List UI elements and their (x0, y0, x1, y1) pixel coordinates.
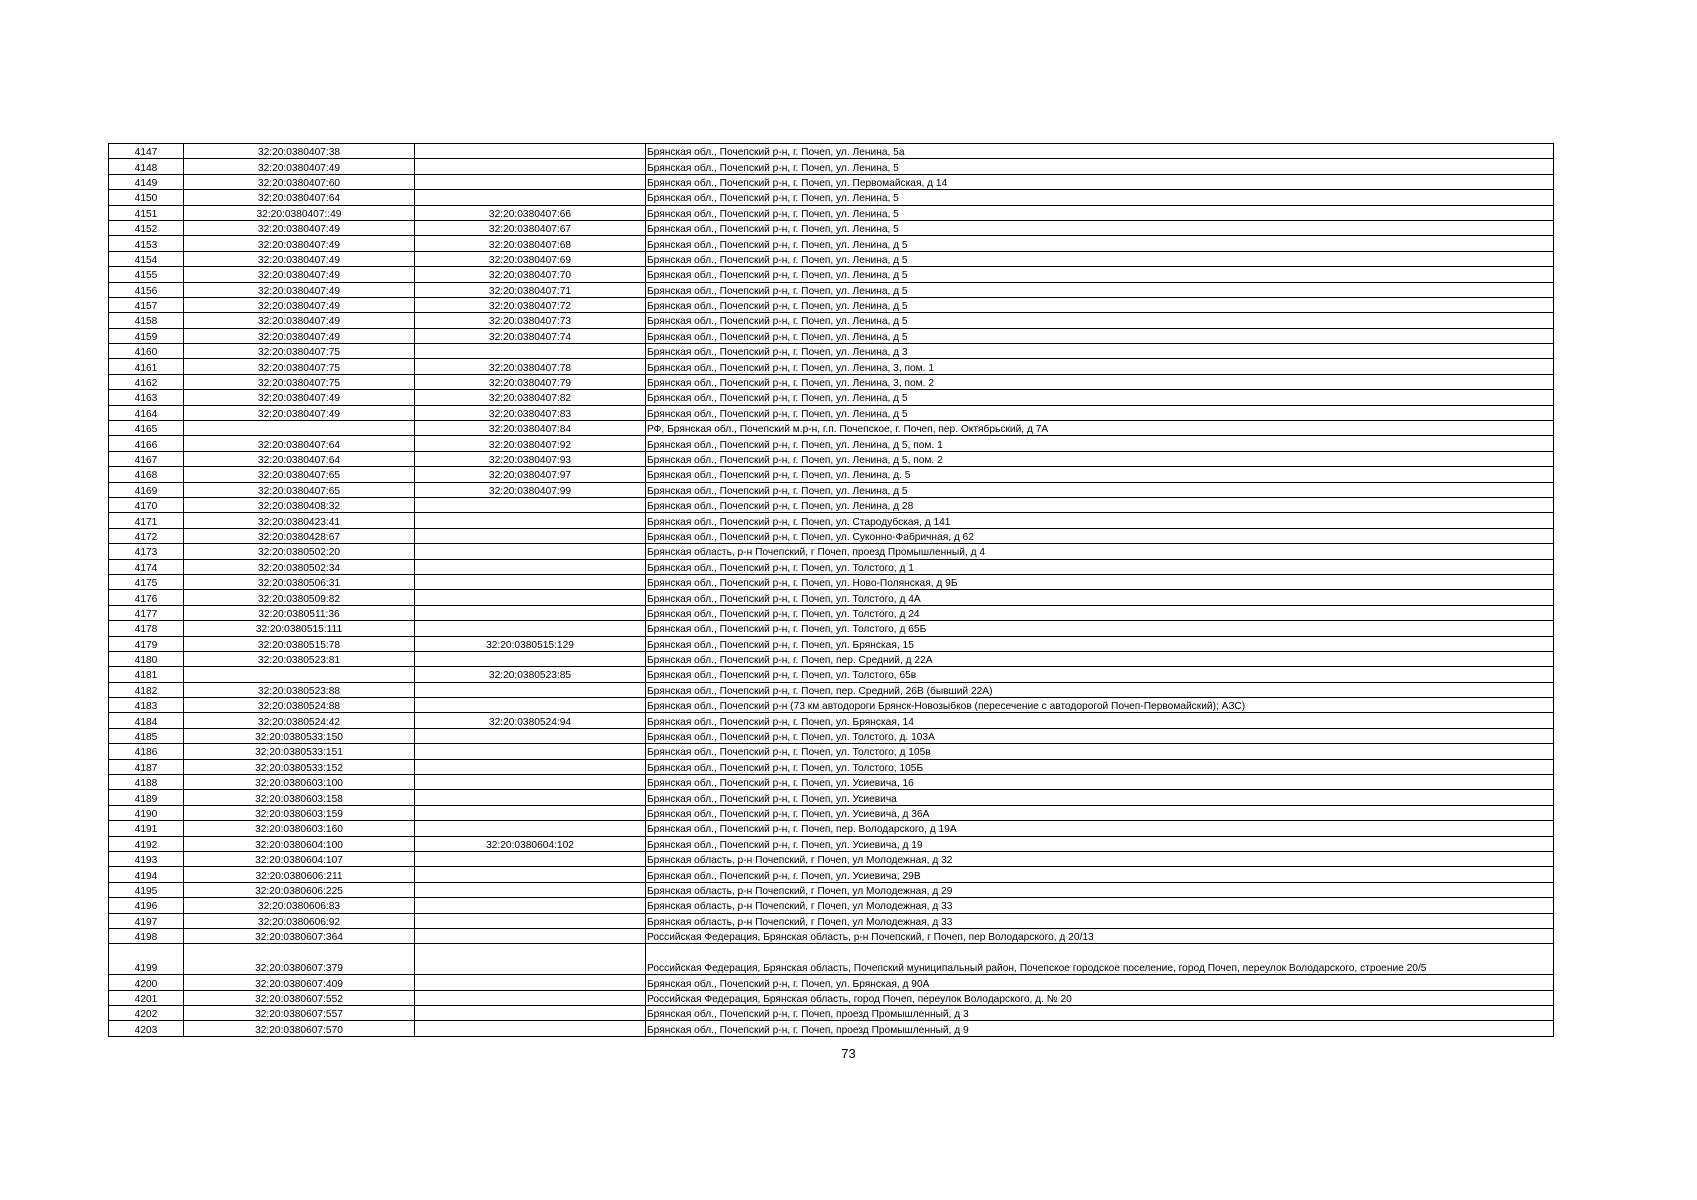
cadastral-number-cell: 32:20:0380502:34 (184, 559, 415, 574)
table-body (109, 144, 1554, 1037)
row-number-cell: 4199 (109, 944, 184, 975)
table-row (109, 451, 1554, 466)
table-row (109, 805, 1554, 820)
table-row (109, 682, 1554, 697)
address-cell: Брянская обл., Почепский р-н, г. Почеп, ул. Ленина, д 5 (646, 482, 1554, 497)
table-row (109, 236, 1554, 251)
table-row (109, 1006, 1554, 1021)
related-cadastral-number-cell: 32:20:0380407:70 (415, 267, 646, 282)
related-cadastral-number-cell (415, 975, 646, 990)
table-row (109, 328, 1554, 343)
cadastral-number-cell: 32:20:0380523:81 (184, 651, 415, 666)
row-number-cell: 4157 (109, 297, 184, 312)
address-cell: Брянская обл., Почепский р-н, г. Почеп, ул. Усиевича, д 19 (646, 836, 1554, 851)
address-cell: Брянская обл., Почепский р-н, г. Почеп, ул. Толстого, д 24 (646, 605, 1554, 620)
cadastral-number-cell: 32:20:0380407:38 (184, 144, 415, 159)
address-cell: Брянская обл., Почепский р-н, г. Почеп, ул. Ленина, д 5, пом. 2 (646, 451, 1554, 466)
cadastral-number-cell: 32:20:0380407:49 (184, 297, 415, 312)
cadastral-number-cell: 32:20:0380533:150 (184, 728, 415, 743)
cadastral-number-cell: 32:20:0380607:557 (184, 1006, 415, 1021)
cadastral-number-cell: 32:20:0380511:36 (184, 605, 415, 620)
table-row (109, 359, 1554, 374)
related-cadastral-number-cell (415, 559, 646, 574)
address-cell: Брянская обл., Почепский р-н, г. Почеп, ул. Ленина, д 3 (646, 344, 1554, 359)
address-cell: Российская Федерация, Брянская область, р-н Почепский, г Почеп, пер Володарского, д 20/13 (646, 928, 1554, 943)
table-row (109, 513, 1554, 528)
table-row (109, 898, 1554, 913)
table-row (109, 867, 1554, 882)
table-row (109, 621, 1554, 636)
row-number-cell: 4156 (109, 282, 184, 297)
table-row (109, 836, 1554, 851)
address-cell: Брянская обл., Почепский р-н, г. Почеп, пер. Средний, 26В (бывший 22А) (646, 682, 1554, 697)
row-number-cell: 4171 (109, 513, 184, 528)
related-cadastral-number-cell (415, 190, 646, 205)
related-cadastral-number-cell: 32:20:0380407:99 (415, 482, 646, 497)
address-cell: Брянская обл., Почепский р-н, г. Почеп, ул. Толстого, 105Б (646, 759, 1554, 774)
cadastral-number-cell: 32:20:0380407:49 (184, 159, 415, 174)
row-number-cell: 4178 (109, 621, 184, 636)
row-number-cell: 4180 (109, 651, 184, 666)
row-number-cell: 4182 (109, 682, 184, 697)
address-cell: Брянская обл., Почепский р-н, г. Почеп, ул. Ленина, д 5 (646, 282, 1554, 297)
table-row (109, 913, 1554, 928)
row-number-cell: 4193 (109, 851, 184, 866)
cadastral-number-cell: 32:20:0380523:88 (184, 682, 415, 697)
cadastral-number-cell: 32:20:0380407:49 (184, 282, 415, 297)
table-row (109, 421, 1554, 436)
row-number-cell: 4148 (109, 159, 184, 174)
cadastral-number-cell: 32:20:0380604:107 (184, 851, 415, 866)
address-cell: Брянская обл., Почепский р-н, г. Почеп, ул. Толстого, д 1 (646, 559, 1554, 574)
related-cadastral-number-cell (415, 913, 646, 928)
row-number-cell: 4158 (109, 313, 184, 328)
table-row (109, 636, 1554, 651)
row-number-cell: 4200 (109, 975, 184, 990)
page-number: 73 (841, 1046, 856, 1061)
row-number-cell: 4168 (109, 467, 184, 482)
cadastral-number-cell: 32:20:0380407:49 (184, 236, 415, 251)
cadastral-number-cell: 32:20:0380407:60 (184, 174, 415, 189)
table-row (109, 944, 1554, 975)
cadastral-number-cell: 32:20:0380408:32 (184, 497, 415, 512)
table-row (109, 713, 1554, 728)
address-cell: Брянская область, р-н Почепский, г Почеп, проезд Промышленный, д 4 (646, 544, 1554, 559)
related-cadastral-number-cell: 32:20:0380407:78 (415, 359, 646, 374)
related-cadastral-number-cell (415, 698, 646, 713)
address-cell: Брянская обл., Почепский р-н, г. Почеп, ул. Стародубская, д 141 (646, 513, 1554, 528)
cadastral-number-cell: 32:20:0380407:49 (184, 251, 415, 266)
row-number-cell: 4172 (109, 528, 184, 543)
row-number-cell: 4173 (109, 544, 184, 559)
related-cadastral-number-cell: 32:20:0380523:85 (415, 667, 646, 682)
row-number-cell: 4190 (109, 805, 184, 820)
table-row (109, 559, 1554, 574)
row-number-cell: 4195 (109, 882, 184, 897)
table-row (109, 436, 1554, 451)
cadastral-number-cell: 32:20:0380524:88 (184, 698, 415, 713)
cadastral-number-cell: 32:20:0380607:552 (184, 990, 415, 1005)
related-cadastral-number-cell (415, 144, 646, 159)
row-number-cell: 4159 (109, 328, 184, 343)
row-number-cell: 4149 (109, 174, 184, 189)
address-cell: Брянская обл., Почепский р-н, г. Почеп, ул. Толстого, д 105в (646, 744, 1554, 759)
row-number-cell: 4164 (109, 405, 184, 420)
address-cell: Брянская обл., Почепский р-н, г. Почеп, ул. Брянская, 14 (646, 713, 1554, 728)
row-number-cell: 4203 (109, 1021, 184, 1036)
related-cadastral-number-cell (415, 928, 646, 943)
related-cadastral-number-cell: 32:20:0380407:72 (415, 297, 646, 312)
row-number-cell: 4152 (109, 220, 184, 235)
related-cadastral-number-cell (415, 344, 646, 359)
related-cadastral-number-cell (415, 775, 646, 790)
table-row (109, 297, 1554, 312)
cadastral-number-cell: 32:20:0380533:151 (184, 744, 415, 759)
table-row (109, 190, 1554, 205)
table-row (109, 144, 1554, 159)
cadastral-number-cell: 32:20:0380407:49 (184, 220, 415, 235)
address-cell: Брянская обл., Почепский р-н, г. Почеп, ул. Усиевича, 29В (646, 867, 1554, 882)
address-cell: Брянская обл., Почепский р-н, г. Почеп, проезд Промышленный, д 9 (646, 1021, 1554, 1036)
table-row (109, 267, 1554, 282)
table-row (109, 744, 1554, 759)
table-row (109, 728, 1554, 743)
address-cell: Брянская обл., Почепский р-н, г. Почеп, ул. Ленина, д 5 (646, 236, 1554, 251)
cadastral-number-cell: 32:20:0380606:83 (184, 898, 415, 913)
row-number-cell: 4196 (109, 898, 184, 913)
address-cell: Брянская обл., Почепский р-н, г. Почеп, ул. Ленина, 5 (646, 159, 1554, 174)
row-number-cell: 4154 (109, 251, 184, 266)
related-cadastral-number-cell (415, 574, 646, 589)
table-row (109, 220, 1554, 235)
address-cell: Брянская область, р-н Почепский, г Почеп, ул Молодежная, д 33 (646, 913, 1554, 928)
cadastral-number-cell: 32:20:0380407:64 (184, 451, 415, 466)
cadastral-number-cell (184, 421, 415, 436)
related-cadastral-number-cell (415, 174, 646, 189)
address-cell: Брянская обл., Почепский р-н, г. Почеп, ул. Ленина, д 28 (646, 497, 1554, 512)
address-cell: Брянская обл., Почепский р-н, г. Почеп, ул. Ленина, д 5 (646, 390, 1554, 405)
address-cell: Брянская обл., Почепский р-н, г. Почеп, ул. Ленина, д 5 (646, 297, 1554, 312)
cadastral-number-cell: 32:20:0380515:78 (184, 636, 415, 651)
table-row (109, 928, 1554, 943)
cadastral-number-cell: 32:20:0380606:92 (184, 913, 415, 928)
address-cell: Брянская обл., Почепский р-н, г. Почеп, ул. Толстого, д 65Б (646, 621, 1554, 636)
address-cell: РФ, Брянская обл., Почепский м.р-н, г.п. Почепское, г. Почеп, пер. Октябрьский, д 7А (646, 421, 1554, 436)
address-cell: Брянская обл., Почепский р-н, г. Почеп, ул. Толстого, д. 103А (646, 728, 1554, 743)
address-cell: Брянская обл., Почепский р-н, г. Почеп, ул. Ленина, 5 (646, 190, 1554, 205)
row-number-cell: 4174 (109, 559, 184, 574)
cadastral-number-cell: 32:20:0380607:570 (184, 1021, 415, 1036)
cadastral-number-cell: 32:20:0380407:65 (184, 467, 415, 482)
cadastral-number-cell: 32:20:0380607:364 (184, 928, 415, 943)
cadastral-number-cell: 32:20:0380407:49 (184, 328, 415, 343)
address-cell: Брянская обл., Почепский р-н, г. Почеп, ул. Ленина, 5 (646, 205, 1554, 220)
table-row (109, 282, 1554, 297)
row-number-cell: 4192 (109, 836, 184, 851)
row-number-cell: 4181 (109, 667, 184, 682)
related-cadastral-number-cell: 32:20:0380407:97 (415, 467, 646, 482)
address-cell: Брянская обл., Почепский р-н, г. Почеп, ул. Ленина, 3, пом. 1 (646, 359, 1554, 374)
row-number-cell: 4198 (109, 928, 184, 943)
cadastral-number-cell: 32:20:0380407::49 (184, 205, 415, 220)
row-number-cell: 4197 (109, 913, 184, 928)
related-cadastral-number-cell: 32:20:0380524:94 (415, 713, 646, 728)
related-cadastral-number-cell (415, 898, 646, 913)
cadastral-number-cell: 32:20:0380533:152 (184, 759, 415, 774)
related-cadastral-number-cell (415, 513, 646, 528)
cadastral-number-cell: 32:20:0380606:211 (184, 867, 415, 882)
table-row (109, 1021, 1554, 1036)
table-row (109, 390, 1554, 405)
related-cadastral-number-cell (415, 882, 646, 897)
row-number-cell: 4185 (109, 728, 184, 743)
address-cell: Брянская обл., Почепский р-н, г. Почеп, ул. Суконно-Фабричная, д 62 (646, 528, 1554, 543)
related-cadastral-number-cell (415, 867, 646, 882)
related-cadastral-number-cell (415, 944, 646, 975)
address-cell: Брянская обл., Почепский р-н, г. Почеп, ул. Ново-Полянская, д 9Б (646, 574, 1554, 589)
table-row (109, 821, 1554, 836)
address-cell: Брянская обл., Почепский р-н, г. Почеп, ул. Усиевича, 16 (646, 775, 1554, 790)
row-number-cell: 4151 (109, 205, 184, 220)
address-cell: Брянская область, р-н Почепский, г Почеп, ул Молодежная, д 33 (646, 898, 1554, 913)
row-number-cell: 4194 (109, 867, 184, 882)
table-row (109, 990, 1554, 1005)
related-cadastral-number-cell: 32:20:0380407:93 (415, 451, 646, 466)
table-row (109, 205, 1554, 220)
cadastral-number-cell: 32:20:0380606:225 (184, 882, 415, 897)
table-row (109, 605, 1554, 620)
table-row (109, 497, 1554, 512)
related-cadastral-number-cell (415, 651, 646, 666)
table-row (109, 313, 1554, 328)
row-number-cell: 4165 (109, 421, 184, 436)
row-number-cell: 4167 (109, 451, 184, 466)
cadastral-number-cell: 32:20:0380603:158 (184, 790, 415, 805)
cadastral-number-cell: 32:20:0380407:49 (184, 405, 415, 420)
address-cell: Брянская обл., Почепский р-н, г. Почеп, ул. Брянская, 15 (646, 636, 1554, 651)
table-row (109, 251, 1554, 266)
table-row (109, 174, 1554, 189)
row-number-cell: 4176 (109, 590, 184, 605)
address-cell: Брянская обл., Почепский р-н, г. Почеп, ул. Толстого, 65в (646, 667, 1554, 682)
table-row (109, 851, 1554, 866)
cadastral-number-cell: 32:20:0380407:49 (184, 390, 415, 405)
row-number-cell: 4162 (109, 374, 184, 389)
row-number-cell: 4189 (109, 790, 184, 805)
address-cell: Брянская обл., Почепский р-н, г. Почеп, ул. Усиевича, д 36А (646, 805, 1554, 820)
row-number-cell: 4155 (109, 267, 184, 282)
cadastral-number-cell: 32:20:0380524:42 (184, 713, 415, 728)
related-cadastral-number-cell: 32:20:0380407:68 (415, 236, 646, 251)
table-row (109, 975, 1554, 990)
address-cell: Брянская область, р-н Почепский, г Почеп, ул Молодежная, д 32 (646, 851, 1554, 866)
address-cell: Брянская обл., Почепский р-н, г. Почеп, ул. Ленина, д 5, пом. 1 (646, 436, 1554, 451)
row-number-cell: 4179 (109, 636, 184, 651)
related-cadastral-number-cell (415, 805, 646, 820)
row-number-cell: 4184 (109, 713, 184, 728)
related-cadastral-number-cell: 32:20:0380407:73 (415, 313, 646, 328)
cadastral-number-cell: 32:20:0380509:82 (184, 590, 415, 605)
cadastral-number-cell: 32:20:0380407:65 (184, 482, 415, 497)
address-cell: Брянская обл., Почепский р-н, г. Почеп, ул. Толстого, д 4А (646, 590, 1554, 605)
cadastral-number-cell: 32:20:0380407:49 (184, 267, 415, 282)
address-cell: Брянская обл., Почепский р-н, г. Почеп, ул. Ленина, д 5 (646, 328, 1554, 343)
related-cadastral-number-cell: 32:20:0380407:71 (415, 282, 646, 297)
cadastral-number-cell: 32:20:0380407:75 (184, 374, 415, 389)
row-number-cell: 4166 (109, 436, 184, 451)
address-cell: Брянская обл., Почепский р-н, г. Почеп, ул. Ленина, д. 5 (646, 467, 1554, 482)
row-number-cell: 4191 (109, 821, 184, 836)
row-number-cell: 4147 (109, 144, 184, 159)
cadastral-number-cell: 32:20:0380607:409 (184, 975, 415, 990)
cadastral-number-cell: 32:20:0380428:67 (184, 528, 415, 543)
address-cell: Брянская обл., Почепский р-н, г. Почеп, ул. Ленина, д 5 (646, 251, 1554, 266)
cadastral-number-cell: 32:20:0380607:379 (184, 944, 415, 975)
cadastral-number-cell: 32:20:0380603:160 (184, 821, 415, 836)
address-cell: Брянская обл., Почепский р-н, г. Почеп, ул. Ленина, 3, пом. 2 (646, 374, 1554, 389)
property-table (108, 143, 1554, 1037)
related-cadastral-number-cell: 32:20:0380515:129 (415, 636, 646, 651)
address-cell: Брянская обл., Почепский р-н, г. Почеп, проезд Промышленный, д 3 (646, 1006, 1554, 1021)
row-number-cell: 4170 (109, 497, 184, 512)
related-cadastral-number-cell (415, 990, 646, 1005)
related-cadastral-number-cell (415, 1006, 646, 1021)
related-cadastral-number-cell: 32:20:0380407:79 (415, 374, 646, 389)
cadastral-number-cell: 32:20:0380407:64 (184, 436, 415, 451)
table-row (109, 159, 1554, 174)
row-number-cell: 4150 (109, 190, 184, 205)
table-row (109, 759, 1554, 774)
table-row (109, 651, 1554, 666)
related-cadastral-number-cell (415, 544, 646, 559)
address-cell: Брянская обл., Почепский р-н, г. Почеп, ул. Усиевича (646, 790, 1554, 805)
address-cell: Брянская область, р-н Почепский, г Почеп, ул Молодежная, д 29 (646, 882, 1554, 897)
cadastral-number-cell: 32:20:0380407:75 (184, 359, 415, 374)
address-cell: Брянская обл., Почепский р-н, г. Почеп, ул. Ленина, д 5 (646, 405, 1554, 420)
related-cadastral-number-cell: 32:20:0380407:74 (415, 328, 646, 343)
related-cadastral-number-cell (415, 851, 646, 866)
row-number-cell: 4153 (109, 236, 184, 251)
related-cadastral-number-cell (415, 682, 646, 697)
related-cadastral-number-cell (415, 1021, 646, 1036)
cadastral-number-cell: 32:20:0380506:31 (184, 574, 415, 589)
related-cadastral-number-cell: 32:20:0380604:102 (415, 836, 646, 851)
related-cadastral-number-cell (415, 528, 646, 543)
row-number-cell: 4175 (109, 574, 184, 589)
address-cell: Брянская обл., Почепский р-н, г. Почеп, ул. Ленина, 5 (646, 220, 1554, 235)
address-cell: Брянская обл., Почепский р-н, г. Почеп, ул. Ленина, д 5 (646, 313, 1554, 328)
row-number-cell: 4163 (109, 390, 184, 405)
cadastral-number-cell: 32:20:0380515:111 (184, 621, 415, 636)
related-cadastral-number-cell: 32:20:0380407:69 (415, 251, 646, 266)
table-row (109, 574, 1554, 589)
address-cell: Брянская обл., Почепский р-н, г. Почеп, ул. Ленина, д 5 (646, 267, 1554, 282)
address-cell: Брянская обл., Почепский р-н, г. Почеп, пер. Володарского, д 19А (646, 821, 1554, 836)
table-row (109, 528, 1554, 543)
row-number-cell: 4187 (109, 759, 184, 774)
address-cell: Российская Федерация, Брянская область, город Почеп, переулок Володарского, д. № 20 (646, 990, 1554, 1005)
cadastral-number-cell (184, 667, 415, 682)
cadastral-number-cell: 32:20:0380407:49 (184, 313, 415, 328)
row-number-cell: 4202 (109, 1006, 184, 1021)
related-cadastral-number-cell (415, 605, 646, 620)
cadastral-number-cell: 32:20:0380423:41 (184, 513, 415, 528)
address-cell: Брянская обл., Почепский р-н, г. Почеп, ул. Брянская, д 90А (646, 975, 1554, 990)
related-cadastral-number-cell (415, 590, 646, 605)
related-cadastral-number-cell (415, 790, 646, 805)
row-number-cell: 4169 (109, 482, 184, 497)
related-cadastral-number-cell (415, 728, 646, 743)
address-cell: Брянская обл., Почепский р-н, г. Почеп, ул. Первомайская, д 14 (646, 174, 1554, 189)
related-cadastral-number-cell: 32:20:0380407:66 (415, 205, 646, 220)
row-number-cell: 4160 (109, 344, 184, 359)
related-cadastral-number-cell (415, 497, 646, 512)
related-cadastral-number-cell (415, 744, 646, 759)
table-row (109, 482, 1554, 497)
table-row (109, 544, 1554, 559)
cadastral-number-cell: 32:20:0380604:100 (184, 836, 415, 851)
cadastral-number-cell: 32:20:0380603:159 (184, 805, 415, 820)
address-cell: Российская Федерация, Брянская область, Почепский муниципальный район, Почепское городское поселение, город Почеп, переулок Володарского, строение 20/5 (646, 944, 1554, 975)
row-number-cell: 4188 (109, 775, 184, 790)
table-row (109, 790, 1554, 805)
related-cadastral-number-cell (415, 759, 646, 774)
table-row (109, 590, 1554, 605)
table-row (109, 775, 1554, 790)
related-cadastral-number-cell: 32:20:0380407:67 (415, 220, 646, 235)
address-cell: Брянская обл., Почепский р-н, г. Почеп, ул. Ленина, 5а (646, 144, 1554, 159)
related-cadastral-number-cell: 32:20:0380407:82 (415, 390, 646, 405)
row-number-cell: 4161 (109, 359, 184, 374)
table-row (109, 667, 1554, 682)
cadastral-number-cell: 32:20:0380407:64 (184, 190, 415, 205)
cadastral-number-cell: 32:20:0380603:100 (184, 775, 415, 790)
table-row (109, 405, 1554, 420)
cadastral-number-cell: 32:20:0380502:20 (184, 544, 415, 559)
cadastral-number-cell: 32:20:0380407:75 (184, 344, 415, 359)
related-cadastral-number-cell: 32:20:0380407:83 (415, 405, 646, 420)
address-cell: Брянская обл., Почепский р-н (73 км автодороги Брянск-Новозыбков (пересечение с автодорогой Почеп-Первомайский); АЗС) (646, 698, 1554, 713)
related-cadastral-number-cell (415, 159, 646, 174)
address-cell: Брянская обл., Почепский р-н, г. Почеп, пер. Средний, д 22А (646, 651, 1554, 666)
table-row (109, 344, 1554, 359)
related-cadastral-number-cell: 32:20:0380407:84 (415, 421, 646, 436)
table-row (109, 882, 1554, 897)
related-cadastral-number-cell (415, 821, 646, 836)
table-row (109, 374, 1554, 389)
related-cadastral-number-cell (415, 621, 646, 636)
table-row (109, 698, 1554, 713)
row-number-cell: 4186 (109, 744, 184, 759)
related-cadastral-number-cell: 32:20:0380407:92 (415, 436, 646, 451)
row-number-cell: 4177 (109, 605, 184, 620)
table-row (109, 467, 1554, 482)
row-number-cell: 4201 (109, 990, 184, 1005)
row-number-cell: 4183 (109, 698, 184, 713)
